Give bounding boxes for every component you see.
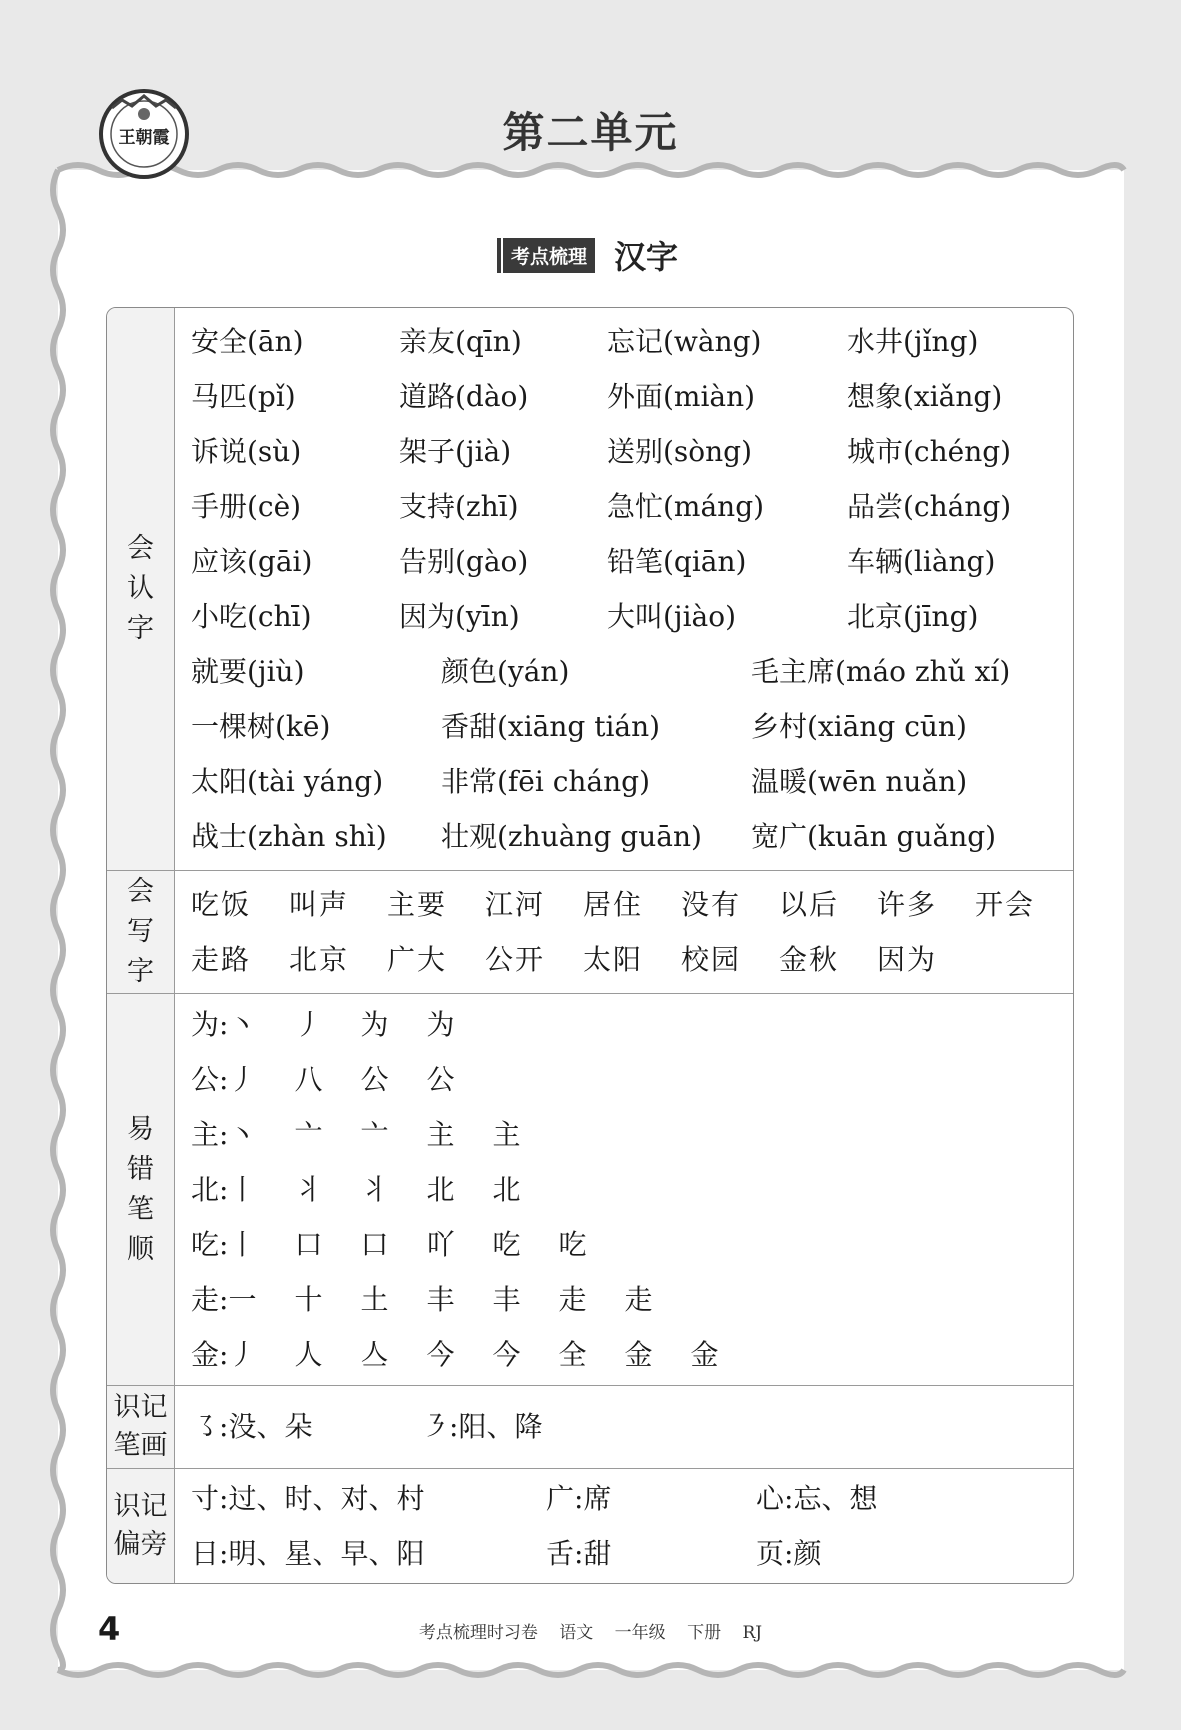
word-item: 想象(xiǎng) [847,380,1003,413]
radical-examples: 甜 [583,1537,612,1570]
write-word: 校园 [681,943,742,976]
word-item: 战士(zhàn shì) [191,820,387,853]
word-item: 急忙(máng) [607,490,765,523]
stroke-step: 北 [492,1173,521,1206]
word-item: 告别(gào) [399,545,529,578]
word-item: 安全(ān) [191,325,304,358]
word-item: 亲友(qīn) [399,325,522,358]
stroke-step: 丰 [492,1283,521,1316]
write-word: 广大 [387,943,448,976]
write-word: 金秋 [779,943,840,976]
radical-item [546,1471,756,1526]
stroke-step: 丨 [228,1173,257,1206]
colon: : [219,1228,229,1261]
stroke-step: 丿 [294,1008,323,1041]
word-item: 车辆(liàng) [847,545,996,578]
stroke-step: 丶 [228,1008,257,1041]
radical-item [191,1471,546,1526]
memory-strokes [191,1386,1073,1468]
row-radicals [107,1469,1073,1583]
stroke-step: 十 [294,1283,323,1316]
word-item: 大叫(jiào) [607,600,737,633]
word-item: 颜色(yán) [441,655,570,688]
stroke-step: 金 [690,1338,719,1371]
radical: 寸 [191,1482,220,1515]
stroke-step: 丨 [228,1228,257,1261]
radical: 页 [756,1537,785,1570]
stroke-step: 金 [624,1338,653,1371]
colon: : [219,1410,229,1443]
write-word: 许多 [877,888,938,921]
memory-stroke-item [421,1386,651,1468]
word-item: 壮观(zhuàng guān) [441,820,702,853]
row-write [107,871,1073,994]
colon: : [219,1173,229,1206]
page-number: 4 [98,1610,121,1648]
write-word: 走路 [191,943,252,976]
word-item: 手册(cè) [191,490,302,523]
write-word: 居住 [583,888,644,921]
word-item: 一棵树(kē) [191,710,331,743]
stroke-order-row [191,1327,1073,1382]
row-memory-strokes [107,1386,1073,1469]
write-word: 以后 [779,888,840,921]
stroke-step: 全 [558,1338,587,1371]
write-word: 因为 [877,943,938,976]
row-label: 易错笔顺 [107,994,175,1386]
word-item: 架子(jià) [399,435,512,468]
word-item: 品尝(cháng) [847,490,1012,523]
radical: 心 [756,1482,785,1515]
stroke-step: 丶 [228,1118,257,1151]
stroke-step: 亠 [294,1118,323,1151]
stroke-char: 主 [191,1118,220,1151]
stroke-step: 为 [426,1008,455,1041]
word-item: 马匹(pǐ) [191,380,296,413]
stroke-step: 今 [492,1338,521,1371]
write-word: 北京 [289,943,350,976]
stroke-step: 一 [228,1283,257,1316]
stroke-step: 吃 [492,1228,521,1261]
stroke-step: 亠 [360,1118,389,1151]
radical-examples: 颜 [793,1537,822,1570]
colon: : [784,1482,794,1515]
colon: : [219,1482,229,1515]
colon: : [219,1338,229,1371]
row-recognize [107,308,1073,871]
svg-text:王朝霞: 王朝霞 [118,128,170,148]
radical-item [546,1526,756,1581]
word-item: 香甜(xiāng tián) [441,710,661,743]
recognize-grid-long [191,644,1073,864]
stroke-step: 丿 [228,1338,257,1371]
radical-item [756,1471,1016,1526]
stroke-step: 主 [492,1118,521,1151]
write-word: 吃饭 [191,888,252,921]
stroke-step: 八 [294,1063,323,1096]
stroke-char: 金 [191,1338,220,1371]
stroke-order-row [191,997,1073,1052]
write-word: 太阳 [583,943,644,976]
word-item: 送别(sòng) [607,435,753,468]
write-word: 叫声 [289,888,350,921]
radical-examples: 忘、想 [793,1482,878,1515]
radical: 舌 [546,1537,575,1570]
word-item: 水井(jǐng) [847,325,979,358]
section-badge: 考点梳理 [503,238,595,273]
word-item: 北京(jīng) [847,600,979,633]
colon: : [574,1482,584,1515]
word-item: 因为(yīn) [399,600,520,633]
radical: 广 [546,1482,575,1515]
stroke-step: 主 [426,1118,455,1151]
stroke-char: 吃 [191,1228,220,1261]
word-item: 忘记(wàng) [607,325,762,358]
radical-examples: 过、时、对、村 [228,1482,425,1515]
radical-examples: 席 [583,1482,612,1515]
stroke-step: 丬 [360,1173,389,1206]
word-item: 支持(zhī) [399,490,519,523]
radical: 日 [191,1537,220,1570]
word-item: 温暖(wēn nuǎn) [751,765,968,798]
colon: : [219,1008,229,1041]
stroke-char: 为 [191,1008,220,1041]
summary-table [106,307,1074,1584]
word-item: 小吃(chī) [191,600,312,633]
stroke-step: 北 [426,1173,455,1206]
word-item: 外面(miàn) [607,380,756,413]
stroke-step: 口 [294,1228,323,1261]
write-word: 没有 [681,888,742,921]
radical-examples: 明、星、早、阳 [228,1537,425,1570]
stroke-order-row [191,1162,1073,1217]
stroke-step: 公 [426,1063,455,1096]
word-item: 乡村(xiāng cūn) [751,710,967,743]
word-item: 铅笔(qiān) [607,545,747,578]
stroke-step: 丬 [294,1173,323,1206]
colon: : [219,1063,229,1096]
stroke-order-row [191,1217,1073,1272]
row-label: 会认字 [107,308,175,871]
word-item: 非常(fēi cháng) [441,765,651,798]
word-item: 诉说(sù) [191,435,302,468]
word-item: 城市(chéng) [847,435,1012,468]
memory-stroke-item [191,1386,421,1468]
write-word: 江河 [485,888,546,921]
stroke-step: 公 [360,1063,389,1096]
stroke-step: 人 [294,1338,323,1371]
stroke-examples: 阳、降 [458,1410,543,1443]
colon: : [219,1283,229,1316]
recognize-grid [191,314,1073,644]
stroke-order-row [191,1052,1073,1107]
write-word: 主要 [387,888,448,921]
stroke-order-list [175,994,1073,1386]
colon: : [449,1410,459,1443]
stroke-step: 吃 [558,1228,587,1261]
stroke-step: 土 [360,1283,389,1316]
stroke-step: 今 [426,1338,455,1371]
section-heading [0,232,1181,278]
stroke-step: 走 [558,1283,587,1316]
radicals-grid [191,1471,1073,1581]
unit-title: 第二单元 [502,108,679,157]
write-word: 开会 [975,888,1036,921]
page-footer: 考点梳理时习卷 语文 一年级 下册 RJ [418,1623,763,1643]
radical-item [756,1526,1016,1581]
stroke-glyph: ㇋ [421,1410,450,1443]
colon: : [219,1118,229,1151]
stroke-order-row [191,1272,1073,1327]
row-label: 识记笔画 [107,1386,175,1469]
word-item: 应该(gāi) [191,545,313,578]
word-item: 就要(jiù) [191,655,305,688]
stroke-step: 吖 [426,1228,455,1261]
write-grid [191,877,1073,987]
stroke-char: 走 [191,1283,220,1316]
stroke-glyph: ㇌ [191,1410,220,1443]
row-label: 会写字 [107,871,175,994]
stroke-step: 走 [624,1283,653,1316]
section-title: 汉字 [614,238,679,276]
word-item: 太阳(tài yáng) [191,765,384,798]
stroke-char: 北 [191,1173,220,1206]
word-item: 毛主席(máo zhǔ xí) [751,655,1011,688]
colon: : [219,1537,229,1570]
word-item: 道路(dào) [399,380,529,413]
stroke-step: 丰 [426,1283,455,1316]
radical-item [191,1526,546,1581]
write-word: 公开 [485,943,546,976]
row-label: 识记偏旁 [107,1469,175,1583]
stroke-step: 亼 [360,1338,389,1371]
colon: : [574,1537,584,1570]
stroke-char: 公 [191,1063,220,1096]
stroke-examples: 没、朵 [228,1410,313,1443]
row-strokes [107,994,1073,1386]
stroke-step: 丿 [228,1063,257,1096]
stroke-step: 为 [360,1008,389,1041]
colon: : [784,1537,794,1570]
word-item: 宽广(kuān guǎng) [751,820,997,853]
stroke-step: 口 [360,1228,389,1261]
stroke-order-row [191,1107,1073,1162]
